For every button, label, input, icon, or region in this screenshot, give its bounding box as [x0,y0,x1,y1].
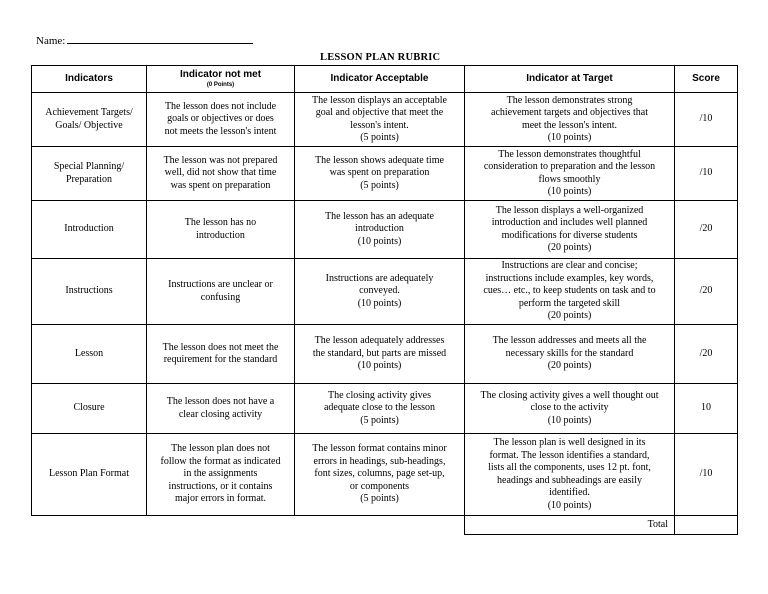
header-row [32,66,738,93]
indicator-cell [32,434,147,516]
target-cell-line: The lesson plan is well designed in its [493,437,646,448]
col-indicators: Indicators [32,66,147,93]
target-cell-line: The lesson displays a well-organized [495,204,644,216]
indicator-cell-line: Introduction [64,223,114,235]
target-cell-line: close to the activity [530,402,609,414]
col-acceptable: Indicator Acceptable [295,66,465,93]
not-met-cell [147,384,295,434]
not-met-cell-line: instructions, or it contains [168,480,273,492]
not-met-cell-line: The lesson has no [184,217,257,228]
not-met-cell [147,93,295,147]
rubric-row [32,384,738,434]
score-cell[interactable]: /10 [675,434,738,516]
acceptable-cell-line: (5 points) [360,132,399,143]
target-cell-line: (20 points) [547,360,592,372]
score-cell[interactable]: /20 [675,259,738,325]
name-label: Name: [36,35,66,47]
not-met-cell [147,434,295,516]
score-cell[interactable]: /20 [675,325,738,384]
total-label: Total [465,516,675,535]
indicator-cell-line: Instructions [65,285,113,297]
indicator-cell [32,259,147,325]
acceptable-cell-line: (10 points) [357,297,402,309]
not-met-cell-line: requirement for the standard [163,354,278,365]
not-met-cell [147,259,295,325]
rubric-row [32,93,738,147]
rubric-row [32,147,738,201]
target-cell-line: The closing activity gives a well thought out [480,389,659,401]
acceptable-cell-line: (10 points) [357,360,402,372]
page-title: LESSON PLAN RUBRIC [320,52,441,63]
target-cell-line: flows smoothly [538,173,601,185]
target-cell-line: (10 points) [547,414,592,426]
target-cell [465,434,675,516]
indicator-cell [32,384,147,434]
target-cell-line: cues… etc., to keep students on task and to [483,285,656,297]
indicator-cell-line: Achievement Targets/ [45,107,133,118]
not-met-cell-line: The lesson does not meet the [162,341,279,353]
blank-cell [295,516,465,535]
target-cell-line: headings and subheadings are easily [497,474,642,486]
acceptable-cell-line: or components [349,480,410,492]
score-cell[interactable]: 10 [675,384,738,434]
indicator-cell-line: Lesson [74,347,104,359]
total-score-cell[interactable] [675,516,738,535]
target-cell-line: perform the targeted skill [518,297,621,309]
acceptable-cell-line: The lesson displays an acceptable [312,94,447,106]
target-cell [465,201,675,259]
indicator-cell-line: Goals/ Objective [55,119,123,131]
indicator-cell [32,325,147,384]
target-cell [465,259,675,325]
acceptable-cell [295,259,465,325]
not-met-cell-line: well, did not show that time [164,167,277,179]
acceptable-cell-line: The lesson has an adequate [325,210,434,222]
acceptable-cell-line: errors in headings, sub-headings, [313,455,446,467]
not-met-cell-line: follow the format as indicated [160,455,281,467]
acceptable-cell-line: (10 points) [357,235,402,247]
target-cell-line: lists all the components, uses 12 pt. font, [488,462,651,473]
indicator-cell-line: Lesson Plan Format [49,468,129,480]
indicator-cell [32,147,147,201]
target-cell [465,93,675,147]
target-cell-line: The lesson demonstrates strong [506,94,633,106]
target-cell-line: (10 points) [547,186,592,197]
not-met-cell-line: not meets the lesson's intent [164,125,277,137]
acceptable-cell-line: (5 points) [360,179,399,191]
not-met-cell-line: in the assignments [183,468,258,480]
acceptable-cell-line: was spent on preparation [329,167,430,179]
not-met-cell-line: goals or objectives or does [167,113,274,125]
not-met-cell-line: was spent on preparation [170,179,271,191]
col-not-met [147,66,295,93]
target-cell-line: necessary skills for the standard [505,347,634,359]
acceptable-cell-line: adequate close to the lesson [323,402,436,414]
target-cell-line: consideration to preparation and the lesson [483,161,656,172]
name-line [36,34,253,47]
acceptable-cell [295,384,465,434]
indicator-cell-line: Preparation [65,173,113,185]
acceptable-cell [295,325,465,384]
acceptable-cell-line: (5 points) [360,493,399,505]
col-not-met-label: Indicator not met [179,69,262,81]
not-met-cell-line: clear closing activity [178,408,263,420]
not-met-cell-line: introduction [196,229,245,241]
target-cell-line: modifications for diverse students [501,229,638,241]
not-met-cell-line: confusing [200,291,241,303]
acceptable-cell-line: Instructions are adequately [325,272,434,284]
acceptable-cell-line: conveyed. [359,285,400,297]
acceptable-cell [295,434,465,516]
not-met-cell-line: The lesson does not include [164,100,277,112]
col-not-met-points: (0 Points) [206,81,235,88]
target-cell-line: The lesson demonstrates thoughtful [498,148,641,160]
rubric-table [31,65,738,535]
blank-cell [147,516,295,535]
blank-cell [32,516,147,535]
rubric-row [32,434,738,516]
acceptable-cell-line: The lesson format contains minor [312,443,447,455]
acceptable-cell-line: goal and objective that meet the [315,107,444,118]
target-cell-line: The lesson addresses and meets all the [492,335,647,347]
indicator-cell [32,93,147,147]
target-cell [465,147,675,201]
score-cell[interactable]: /10 [675,93,738,147]
not-met-cell [147,325,295,384]
target-cell-line: (10 points) [547,132,592,143]
not-met-cell-line: Instructions are unclear or [168,279,273,290]
rubric-row [32,325,738,384]
indicator-cell-line: Special Planning/ [53,161,125,172]
target-cell-line: introduction and includes well planned [491,217,648,228]
acceptable-cell-line: font sizes, columns, page set-up, [314,468,445,480]
acceptable-cell-line: the standard, but parts are missed [312,347,447,359]
target-cell-line: instructions include examples, key words, [485,272,654,284]
target-cell-line: (10 points) [547,499,592,511]
target-cell-line: (20 points) [547,310,592,322]
acceptable-cell-line: The lesson shows adequate time [315,154,444,166]
acceptable-cell-line: introduction [355,223,404,235]
indicator-cell-line: Closure [73,402,105,414]
target-cell [465,325,675,384]
score-cell[interactable]: /10 [675,147,738,201]
acceptable-cell [295,93,465,147]
acceptable-cell-line: The closing activity gives [327,389,432,401]
rubric-row [32,201,738,259]
not-met-cell-line: major errors in format. [174,493,267,505]
rubric-row [32,259,738,325]
not-met-cell-line: The lesson does not have a [166,396,275,407]
not-met-cell [147,201,295,259]
not-met-cell-line: The lesson was not prepared [163,154,278,166]
acceptable-cell-line: The lesson adequately addresses [314,335,445,347]
target-cell-line: Instructions are clear and concise; [501,260,638,272]
col-score: Score [675,66,738,93]
target-cell-line: format. The lesson identifies a standard, [489,449,650,461]
indicator-cell [32,201,147,259]
total-row [32,516,738,535]
name-blank-line[interactable] [67,34,253,44]
not-met-cell-line: The lesson plan does not [171,443,270,455]
target-cell [465,384,675,434]
target-cell-line: (20 points) [547,242,592,253]
target-cell-line: achievement targets and objectives that [491,107,648,118]
acceptable-cell-line: lesson's intent. [350,119,409,131]
target-cell-line: identified. [549,487,590,498]
acceptable-cell-line: (5 points) [360,414,399,426]
target-cell-line: meet the lesson's intent. [521,119,618,131]
acceptable-cell [295,201,465,259]
score-cell[interactable]: /20 [675,201,738,259]
not-met-cell [147,147,295,201]
acceptable-cell [295,147,465,201]
col-target: Indicator at Target [465,66,675,93]
